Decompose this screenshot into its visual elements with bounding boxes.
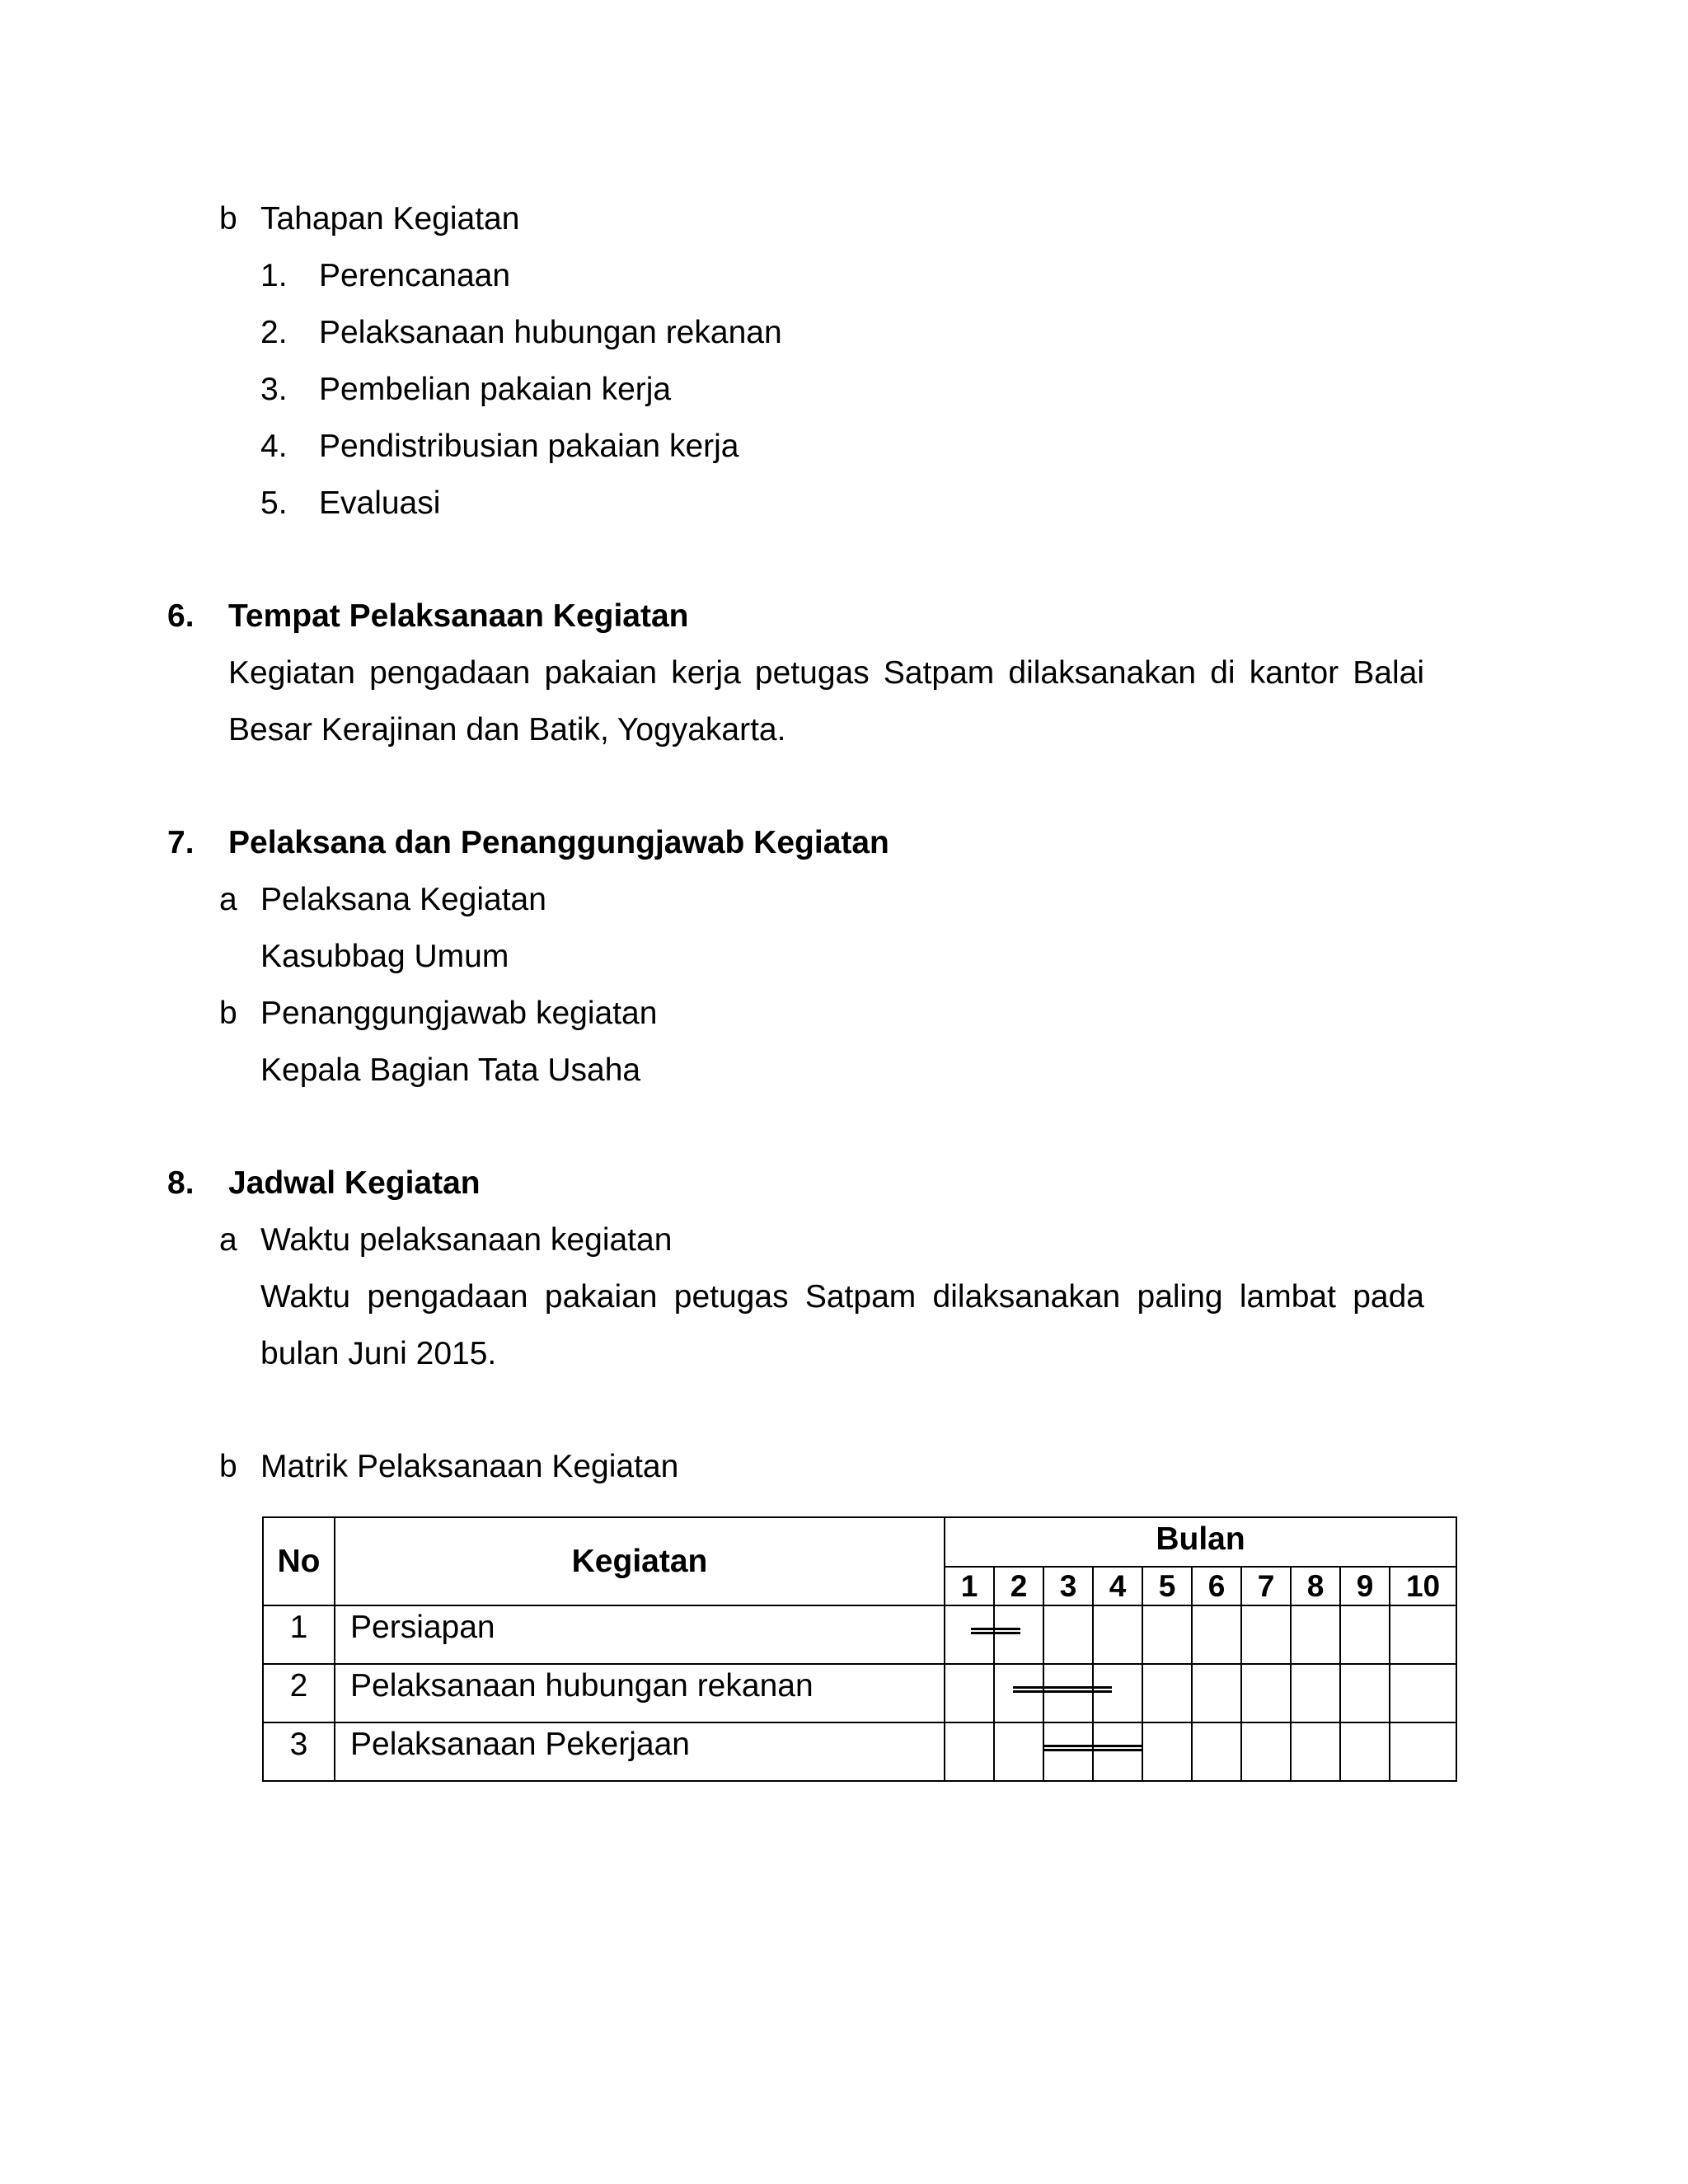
step-label: Pelaksanaan hubungan rekanan bbox=[319, 315, 782, 350]
step-number: 5. bbox=[260, 485, 288, 521]
gantt-cell bbox=[1291, 1722, 1340, 1781]
gantt-cell bbox=[1390, 1722, 1456, 1781]
section-8b-title: Matrik Pelaksanaan Kegiatan bbox=[260, 1449, 679, 1484]
gantt-cell bbox=[994, 1664, 1043, 1722]
month-header-cell: 4 bbox=[1093, 1567, 1142, 1605]
gantt-cell bbox=[1093, 1605, 1142, 1664]
section-7-number: 7. bbox=[167, 825, 195, 860]
gantt-cell bbox=[1291, 1664, 1340, 1722]
row-activity: Pelaksanaan Pekerjaan bbox=[335, 1722, 945, 1781]
gantt-cell bbox=[1142, 1722, 1192, 1781]
month-header-cell: 3 bbox=[1043, 1567, 1093, 1605]
month-header-cell: 2 bbox=[994, 1567, 1043, 1605]
gantt-cell bbox=[1291, 1605, 1340, 1664]
table-row bbox=[263, 1605, 1456, 1664]
section-7a-value: Kasubbag Umum bbox=[260, 939, 509, 974]
schedule-matrix-table bbox=[262, 1516, 1457, 1782]
section-8a-paragraph-line: bulan Juni 2015. bbox=[260, 1336, 497, 1371]
gantt-cell bbox=[945, 1605, 994, 1664]
gantt-bar bbox=[971, 1628, 1020, 1634]
step-label: Pembelian pakaian kerja bbox=[319, 372, 672, 407]
table-row bbox=[263, 1664, 1456, 1722]
step-number: 1. bbox=[260, 258, 288, 293]
gantt-cell bbox=[1043, 1722, 1093, 1781]
header-activity: Kegiatan bbox=[335, 1517, 945, 1605]
month-header-cell: 1 bbox=[945, 1567, 994, 1605]
section-8b-marker: b bbox=[219, 1449, 237, 1484]
gantt-cell bbox=[1340, 1605, 1390, 1664]
gantt-cell bbox=[1192, 1664, 1241, 1722]
row-number: 1 bbox=[263, 1605, 335, 1664]
month-header-cell: 6 bbox=[1192, 1567, 1241, 1605]
month-header-cell: 8 bbox=[1291, 1567, 1340, 1605]
section-7b-value: Kepala Bagian Tata Usaha bbox=[260, 1052, 641, 1088]
month-header-cell: 7 bbox=[1241, 1567, 1291, 1605]
gantt-cell bbox=[1241, 1664, 1291, 1722]
gantt-cell bbox=[1142, 1605, 1192, 1664]
gantt-cell bbox=[1043, 1605, 1093, 1664]
gantt-cell bbox=[994, 1605, 1043, 1664]
row-number: 2 bbox=[263, 1664, 335, 1722]
step-label: Perencanaan bbox=[319, 258, 511, 293]
section-b-title: Tahapan Kegiatan bbox=[260, 201, 520, 237]
section-8a-paragraph-line: Waktu pengadaan pakaian petugas Satpam dilaksanakan paling lambat pada bbox=[260, 1279, 1424, 1315]
section-7a-title: Pelaksana Kegiatan bbox=[260, 882, 546, 917]
header-month: Bulan bbox=[945, 1517, 1456, 1567]
row-activity: Persiapan bbox=[335, 1605, 945, 1664]
gantt-cell bbox=[1241, 1722, 1291, 1781]
section-8a-title: Waktu pelaksanaan kegiatan bbox=[260, 1222, 673, 1258]
gantt-cell bbox=[1192, 1605, 1241, 1664]
month-header-cell: 5 bbox=[1142, 1567, 1192, 1605]
section-7a-marker: a bbox=[219, 882, 237, 917]
gantt-cell bbox=[1093, 1722, 1142, 1781]
gantt-cell bbox=[945, 1664, 994, 1722]
step-label: Evaluasi bbox=[319, 485, 441, 521]
section-8a-marker: a bbox=[219, 1222, 237, 1258]
section-7b-marker: b bbox=[219, 996, 237, 1031]
month-header-cell: 9 bbox=[1340, 1567, 1390, 1605]
header-no: No bbox=[263, 1517, 335, 1605]
gantt-cell bbox=[1241, 1605, 1291, 1664]
gantt-cell bbox=[1340, 1664, 1390, 1722]
gantt-cell bbox=[1192, 1722, 1241, 1781]
gantt-cell bbox=[1390, 1664, 1456, 1722]
step-number: 4. bbox=[260, 429, 288, 464]
section-7b-title: Penanggungjawab kegiatan bbox=[260, 996, 658, 1031]
month-header-cell: 10 bbox=[1390, 1567, 1456, 1605]
row-activity: Pelaksanaan hubungan rekanan bbox=[335, 1664, 945, 1722]
gantt-cell bbox=[1093, 1664, 1142, 1722]
section-6-heading: Tempat Pelaksanaan Kegiatan bbox=[228, 598, 689, 634]
section-6-paragraph-line: Kegiatan pengadaan pakaian kerja petugas Satpam dilaksanakan di kantor Balai bbox=[228, 655, 1424, 691]
gantt-cell bbox=[1340, 1722, 1390, 1781]
step-label: Pendistribusian pakaian kerja bbox=[319, 429, 739, 464]
section-6-number: 6. bbox=[167, 598, 195, 634]
section-8-number: 8. bbox=[167, 1165, 195, 1201]
table-row bbox=[263, 1722, 1456, 1781]
step-number: 3. bbox=[260, 372, 288, 407]
gantt-bar bbox=[1043, 1745, 1142, 1751]
section-6-paragraph-line: Besar Kerajinan dan Batik, Yogyakarta. bbox=[228, 712, 786, 748]
row-number: 3 bbox=[263, 1722, 335, 1781]
section-b-marker: b bbox=[219, 201, 237, 237]
section-7-heading: Pelaksana dan Penanggungjawab Kegiatan bbox=[228, 825, 889, 860]
gantt-cell bbox=[1390, 1605, 1456, 1664]
gantt-bar bbox=[1013, 1686, 1112, 1693]
gantt-cell bbox=[1142, 1664, 1192, 1722]
step-number: 2. bbox=[260, 315, 288, 350]
section-8-heading: Jadwal Kegiatan bbox=[228, 1165, 481, 1201]
gantt-cell bbox=[994, 1722, 1043, 1781]
gantt-cell bbox=[945, 1722, 994, 1781]
gantt-cell bbox=[1043, 1664, 1093, 1722]
